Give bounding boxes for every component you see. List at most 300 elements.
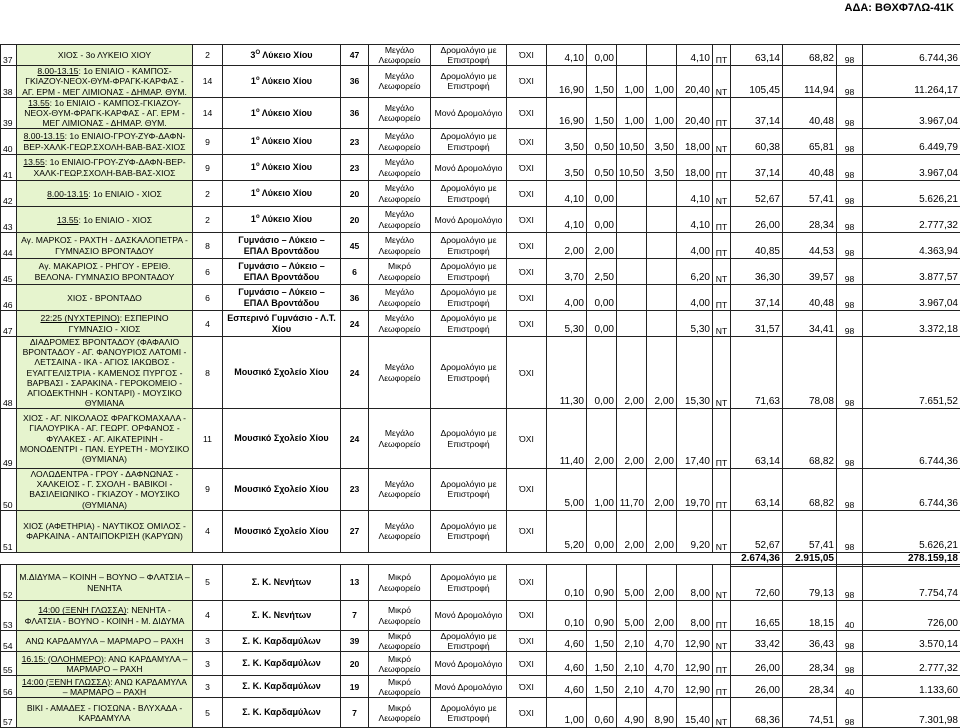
row-number: 47	[1, 311, 17, 337]
escort-flag: ΌΧΙ	[507, 311, 547, 337]
row-total: 6.744,36	[863, 469, 960, 511]
days-count: 98	[837, 66, 863, 97]
price-gross: 57,41	[783, 510, 837, 552]
route-km: 47	[341, 45, 369, 66]
description-time: 14:00 (ΞΕΝΗ ΓΛΩΣΣΑ)	[22, 677, 110, 687]
row-number: 38	[1, 66, 17, 97]
km-value-v2: 0,00	[587, 510, 617, 552]
row-total: 5.626,21	[863, 181, 960, 207]
route-code: ΠΤ	[713, 207, 731, 233]
description-time: 13.55	[28, 98, 50, 108]
school-name	[223, 469, 341, 511]
school-text: Μουσικό Σχολείο Χίου	[234, 526, 328, 536]
row-total: 7.301,98	[863, 698, 960, 728]
route-km: 36	[341, 285, 369, 311]
description-route: : 1ο ΕΝΙΑΙΟ-ΓΡΟΥ-ΖΥΦ-ΔΑΦΝ-ΒΕΡ-ΧΑΛΚ-ΓΕΩΡ.ΣΧΟΛΗ-ΒΑΒ-ΒΑΣ-ΧΙΟΣ	[34, 157, 186, 177]
table-row	[1, 565, 960, 601]
route-description	[17, 409, 193, 469]
school-ordinal-suffix: ο	[256, 108, 260, 114]
student-count: 4	[193, 510, 223, 552]
km-value-v2: 2,50	[587, 259, 617, 285]
price-gross: 18,15	[783, 601, 837, 631]
description-text: ΛΟΛΩΔΕΝΤΡΑ - ΓΡΟΥ - ΔΑΦΝΩΝΑΣ - ΧΑΛΚΕΙΟΣ - Γ. ΣΧΟΛΗ - ΒΑΒΙΚΟΙ - ΒΑΣΙΛΕΙΩΝΙΚΟ - ΓΚΙΑΖΟΥ - ΜΟΥΣΙΚΟ (ΘΥΜΙΑΝΑ)	[29, 469, 179, 509]
school-name	[223, 259, 341, 285]
km-value-v3	[617, 181, 647, 207]
km-value-v3	[617, 233, 647, 259]
route-km: 7	[341, 698, 369, 728]
vehicle-type: Μεγάλο Λεωφορείο	[369, 155, 431, 181]
route-type: Μονό Δρομολόγιο	[431, 155, 507, 181]
student-count: 5	[193, 698, 223, 728]
route-type: Δρομολόγιο με Επιστροφή	[431, 409, 507, 469]
route-type: Μονό Δρομολόγιο	[431, 676, 507, 698]
school-text: Σ. Κ. Καρδαμύλων	[242, 658, 321, 668]
description-text: Αγ. ΜΑΚΑΡΙΟΣ - ΡΗΓΟΥ - ΕΡΕΙΘ. ΒΕΛΟΝΑ- ΓΥΜΝΑΣΙΟ ΒΡΟΝΤΑΔΟΥ	[35, 261, 175, 281]
school-text: Λύκειο Χίου	[262, 136, 312, 146]
price-gross: 65,81	[783, 129, 837, 155]
km-value-v5: 6,20	[677, 259, 713, 285]
school-ordinal: 1	[251, 162, 256, 172]
km-value-v4: 2,00	[647, 409, 677, 469]
route-description	[17, 601, 193, 631]
school-text: Λύκειο Χίου	[262, 76, 312, 86]
route-description	[17, 652, 193, 676]
km-value-v3: 2,10	[617, 676, 647, 698]
price-gross: 44,53	[783, 233, 837, 259]
km-value-v3: 11,70	[617, 469, 647, 511]
description-time: 13.55	[57, 215, 79, 225]
price-gross: 68,82	[783, 409, 837, 469]
km-value-v5: 9,20	[677, 510, 713, 552]
row-total: 3.967,04	[863, 155, 960, 181]
route-type: Δρομολόγιο με Επιστροφή	[431, 469, 507, 511]
school-text: Σ. Κ. Καρδαμύλων	[242, 681, 321, 691]
vehicle-type: Μεγάλο Λεωφορείο	[369, 409, 431, 469]
row-number: 37	[1, 45, 17, 66]
row-number: 45	[1, 259, 17, 285]
km-value-v2: 2,00	[587, 233, 617, 259]
table-row	[1, 311, 960, 337]
student-count: 9	[193, 129, 223, 155]
row-number: 49	[1, 409, 17, 469]
price-gross: 79,13	[783, 565, 837, 601]
row-number: 53	[1, 601, 17, 631]
km-value-v5: 20,40	[677, 66, 713, 97]
grand-total: 278.159,18	[863, 552, 960, 566]
escort-flag: ΌΧΙ	[507, 510, 547, 552]
row-total: 2.777,32	[863, 207, 960, 233]
school-text: Λύκειο Χίου	[262, 214, 312, 224]
price-gross: 36,43	[783, 631, 837, 652]
table-row	[1, 45, 960, 66]
days-count: 98	[837, 469, 863, 511]
km-value-v1: 4,10	[547, 181, 587, 207]
route-km: 24	[341, 409, 369, 469]
description-route: ΧΙΟΣ - 3ο ΛΥΚΕΙΟ ΧΙΟΥ	[58, 50, 151, 60]
km-value-v2: 0,90	[587, 601, 617, 631]
price-net: 37,14	[731, 97, 783, 128]
route-code: ΝΤ	[713, 311, 731, 337]
price-gross: 57,41	[783, 181, 837, 207]
student-count: 4	[193, 311, 223, 337]
km-value-v4	[647, 285, 677, 311]
days-count: 98	[837, 97, 863, 128]
school-ordinal-suffix: Ο	[255, 50, 260, 56]
days-count: 98	[837, 129, 863, 155]
route-description	[17, 285, 193, 311]
school-text: Σ. Κ. Καρδαμύλων	[242, 707, 321, 717]
school-name	[223, 181, 341, 207]
km-value-v5: 15,40	[677, 698, 713, 728]
km-value-v5: 12,90	[677, 676, 713, 698]
days-count: 98	[837, 311, 863, 337]
school-name	[223, 45, 341, 66]
table-row	[1, 259, 960, 285]
student-count: 6	[193, 285, 223, 311]
route-description	[17, 129, 193, 155]
student-count: 9	[193, 469, 223, 511]
price-gross: 40,48	[783, 285, 837, 311]
price-net: 68,36	[731, 698, 783, 728]
km-value-v4: 2,00	[647, 337, 677, 409]
route-type: Μονό Δρομολόγιο	[431, 97, 507, 128]
row-number: 50	[1, 469, 17, 511]
routes-table-main	[0, 44, 960, 567]
price-net: 71,63	[731, 337, 783, 409]
vehicle-type: Μεγάλο Λεωφορείο	[369, 66, 431, 97]
km-value-v1: 16,90	[547, 97, 587, 128]
school-text: Μουσικό Σχολείο Χίου	[234, 484, 328, 494]
route-km: 27	[341, 510, 369, 552]
days-count: 98	[837, 510, 863, 552]
school-name	[223, 97, 341, 128]
route-type: Δρομολόγιο με Επιστροφή	[431, 181, 507, 207]
route-description	[17, 97, 193, 128]
price-net: 52,67	[731, 181, 783, 207]
price-net: 60,38	[731, 129, 783, 155]
description-time: 14:00 (ΞΕΝΗ ΓΛΩΣΣΑ)	[38, 605, 126, 615]
vehicle-type: Μικρό Λεωφορείο	[369, 652, 431, 676]
km-value-v4: 1,00	[647, 97, 677, 128]
price-net: 37,14	[731, 285, 783, 311]
vehicle-type: Μεγάλο Λεωφορείο	[369, 181, 431, 207]
km-value-v4: 2,00	[647, 469, 677, 511]
route-code: ΝΤ	[713, 510, 731, 552]
km-value-v2: 0,00	[587, 181, 617, 207]
route-type: Δρομολόγιο με Επιστροφή	[431, 233, 507, 259]
km-value-v1: 0,10	[547, 601, 587, 631]
school-text: Γυμνάσιο – Λύκειο – ΕΠΑΛ Βροντάδου	[238, 235, 325, 256]
table-row	[1, 409, 960, 469]
student-count: 9	[193, 155, 223, 181]
vehicle-type: Μεγάλο Λεωφορείο	[369, 469, 431, 511]
row-total: 3.967,04	[863, 285, 960, 311]
student-count: 2	[193, 207, 223, 233]
vehicle-type: Μικρό Λεωφορείο	[369, 259, 431, 285]
route-code: ΠΤ	[713, 601, 731, 631]
km-value-v1: 4,60	[547, 652, 587, 676]
escort-flag: ΌΧΙ	[507, 652, 547, 676]
km-value-v2: 0,00	[587, 285, 617, 311]
escort-flag: ΌΧΙ	[507, 97, 547, 128]
escort-flag: ΌΧΙ	[507, 676, 547, 698]
km-value-v3: 2,00	[617, 409, 647, 469]
km-value-v5: 20,40	[677, 97, 713, 128]
vehicle-type: Μεγάλο Λεωφορείο	[369, 97, 431, 128]
route-code: ΝΤ	[713, 129, 731, 155]
price-net: 37,14	[731, 155, 783, 181]
row-total: 6.744,36	[863, 409, 960, 469]
route-description	[17, 337, 193, 409]
km-value-v3: 2,00	[617, 510, 647, 552]
route-type: Δρομολόγιο με Επιστροφή	[431, 45, 507, 66]
route-description	[17, 565, 193, 601]
route-type: Δρομολόγιο με Επιστροφή	[431, 285, 507, 311]
escort-flag: ΌΧΙ	[507, 66, 547, 97]
school-text: Γυμνάσιο – Λύκειο – ΕΠΑΛ Βροντάδου	[238, 287, 325, 308]
km-value-v3: 10,50	[617, 155, 647, 181]
row-total: 6.449,79	[863, 129, 960, 155]
escort-flag: ΌΧΙ	[507, 155, 547, 181]
route-description	[17, 469, 193, 511]
km-value-v3: 1,00	[617, 66, 647, 97]
route-description	[17, 631, 193, 652]
price-gross: 74,51	[783, 698, 837, 728]
table-row	[1, 652, 960, 676]
row-number: 41	[1, 155, 17, 181]
km-value-v5: 18,00	[677, 155, 713, 181]
km-value-v5: 8,00	[677, 601, 713, 631]
vehicle-type: Μικρό Λεωφορείο	[369, 698, 431, 728]
school-ordinal-suffix: ο	[256, 214, 260, 220]
school-name	[223, 652, 341, 676]
row-number: 44	[1, 233, 17, 259]
route-code: ΠΤ	[713, 652, 731, 676]
table-row	[1, 129, 960, 155]
route-type: Δρομολόγιο με Επιστροφή	[431, 129, 507, 155]
km-value-v2: 1,50	[587, 631, 617, 652]
school-ordinal: 3	[250, 50, 255, 60]
school-ordinal: 1	[251, 188, 256, 198]
description-route: : ΑΝΩ ΚΑΡΔΑΜΥΛΑ – ΜΑΡΜΑΡΟ – ΡΑΧΗ	[63, 677, 187, 697]
escort-flag: ΌΧΙ	[507, 129, 547, 155]
km-value-v1: 5,30	[547, 311, 587, 337]
km-value-v5: 19,70	[677, 469, 713, 511]
routes-table-secondary	[0, 564, 960, 728]
days-count: 98	[837, 259, 863, 285]
row-number: 48	[1, 337, 17, 409]
km-value-v1: 4,00	[547, 285, 587, 311]
price-gross: 40,48	[783, 97, 837, 128]
km-value-v5: 4,00	[677, 285, 713, 311]
route-km: 20	[341, 181, 369, 207]
table-row	[1, 97, 960, 128]
school-text: Εσπερινό Γυμνάσιο - Λ.Τ. Χίου	[227, 313, 335, 334]
route-km: 23	[341, 155, 369, 181]
school-ordinal: 1	[251, 136, 256, 146]
km-value-v1: 5,00	[547, 469, 587, 511]
km-value-v2: 0,50	[587, 129, 617, 155]
school-name	[223, 601, 341, 631]
row-total: 3.570,14	[863, 631, 960, 652]
km-value-v2: 0,00	[587, 45, 617, 66]
row-total: 2.777,32	[863, 652, 960, 676]
school-name	[223, 129, 341, 155]
km-value-v2: 1,00	[587, 469, 617, 511]
km-value-v3: 2,00	[617, 337, 647, 409]
route-km: 13	[341, 565, 369, 601]
school-text: Λύκειο Χίου	[262, 188, 312, 198]
km-value-v2: 0,90	[587, 565, 617, 601]
route-type: Δρομολόγιο με Επιστροφή	[431, 66, 507, 97]
route-description	[17, 207, 193, 233]
description-route: : 1ο ΕΝΙΑΙΟ-ΓΡΟΥ-ΖΥΦ-ΔΑΦΝ-ΒΕΡ-ΧΑΛΚ-ΓΕΩΡ.ΣΧΟΛΗ-ΒΑΒ-ΒΑΣ-ΧΙΟΣ	[24, 131, 186, 151]
km-value-v2: 1,50	[587, 66, 617, 97]
km-value-v3: 5,00	[617, 601, 647, 631]
km-value-v1: 2,00	[547, 233, 587, 259]
escort-flag: ΌΧΙ	[507, 601, 547, 631]
row-total: 1.133,60	[863, 676, 960, 698]
price-gross: 28,34	[783, 676, 837, 698]
route-description	[17, 311, 193, 337]
school-ordinal-suffix: ο	[256, 188, 260, 194]
km-value-v5: 4,10	[677, 207, 713, 233]
description-time: 16.15: (ΟΛΟΗΜΕΡΟ)	[22, 654, 104, 664]
escort-flag: ΌΧΙ	[507, 285, 547, 311]
km-value-v5: 12,90	[677, 652, 713, 676]
escort-flag: ΌΧΙ	[507, 337, 547, 409]
km-value-v4: 2,00	[647, 510, 677, 552]
school-text: Σ. Κ. Καρδαμύλων	[242, 636, 321, 646]
km-value-v5: 8,00	[677, 565, 713, 601]
route-code: ΠΤ	[713, 155, 731, 181]
days-count: 98	[837, 652, 863, 676]
route-type: Μονό Δρομολόγιο	[431, 652, 507, 676]
days-count: 98	[837, 285, 863, 311]
route-description	[17, 181, 193, 207]
student-count: 14	[193, 97, 223, 128]
school-name	[223, 155, 341, 181]
escort-flag: ΌΧΙ	[507, 698, 547, 728]
row-total: 7.754,74	[863, 565, 960, 601]
description-text: ΧΙΟΣ - ΑΓ. ΝΙΚΟΛΑΟΣ ΦΡΑΓΚΟΜΑΧΑΛΑ - ΓΙΑΛΟΥΡΙΚΑ - ΑΓ. ΓΕΩΡΓ. ΟΡΦΑΝΟΣ - ΦΥΛΑΚΕΣ - ΑΓ. ΑΙΚΑΤΕΡΙΝΗ - ΜΟΝΟΔΕΝΤΡΙ - ΠΑΝ. ΕΥΡΕΤΗ - ΜΟΥΣΙΚΟ (ΘΥΜΙΑΝΑ)	[20, 413, 189, 464]
school-name	[223, 409, 341, 469]
student-count: 3	[193, 652, 223, 676]
route-code: ΠΤ	[713, 676, 731, 698]
route-type: Δρομολόγιο με Επιστροφή	[431, 337, 507, 409]
escort-flag: ΌΧΙ	[507, 565, 547, 601]
price-gross: 114,94	[783, 66, 837, 97]
price-net: 33,42	[731, 631, 783, 652]
school-text: Σ. Κ. Νενήτων	[252, 610, 312, 620]
km-value-v2: 1,50	[587, 97, 617, 128]
school-name	[223, 207, 341, 233]
km-value-v3	[617, 259, 647, 285]
km-value-v4	[647, 45, 677, 66]
route-code: ΠΤ	[713, 233, 731, 259]
route-code: ΝΤ	[713, 565, 731, 601]
km-value-v1: 4,60	[547, 631, 587, 652]
km-value-v5: 18,00	[677, 129, 713, 155]
row-number: 43	[1, 207, 17, 233]
description-time: 8.00-13.15	[37, 66, 78, 76]
row-number: 57	[1, 698, 17, 728]
route-type: Δρομολόγιο με Επιστροφή	[431, 259, 507, 285]
km-value-v1: 11,30	[547, 337, 587, 409]
vehicle-type: Μικρό Λεωφορείο	[369, 601, 431, 631]
row-total: 3.372,18	[863, 311, 960, 337]
km-value-v5: 15,30	[677, 337, 713, 409]
description-time: 13.55	[23, 157, 45, 167]
description-time: 8.00-13.15	[47, 189, 88, 199]
km-value-v3: 2,10	[617, 652, 647, 676]
escort-flag: ΌΧΙ	[507, 207, 547, 233]
price-net: 36,30	[731, 259, 783, 285]
school-text: Λύκειο Χίου	[262, 50, 312, 60]
price-gross: 40,48	[783, 155, 837, 181]
student-count: 2	[193, 181, 223, 207]
row-number: 52	[1, 565, 17, 601]
row-total: 3.967,04	[863, 97, 960, 128]
description-time: 8.00-13.15	[24, 131, 65, 141]
km-value-v3	[617, 311, 647, 337]
price-net: 16,65	[731, 601, 783, 631]
vehicle-type: Μεγάλο Λεωφορείο	[369, 311, 431, 337]
price-net: 40,85	[731, 233, 783, 259]
route-km: 39	[341, 631, 369, 652]
route-type: Μονό Δρομολόγιο	[431, 601, 507, 631]
row-number: 54	[1, 631, 17, 652]
route-description	[17, 66, 193, 97]
route-code: ΝΤ	[713, 698, 731, 728]
student-count: 14	[193, 66, 223, 97]
route-description	[17, 259, 193, 285]
vehicle-type: Μεγάλο Λεωφορείο	[369, 285, 431, 311]
description-route: : 1ο ΕΝΙΑΙΟ - ΧΙΟΣ	[88, 189, 162, 199]
route-km: 20	[341, 207, 369, 233]
table-row	[1, 66, 960, 97]
price-net: 72,60	[731, 565, 783, 601]
student-count: 5	[193, 565, 223, 601]
route-code: ΝΤ	[713, 66, 731, 97]
km-value-v3	[617, 285, 647, 311]
row-total: 5.626,21	[863, 510, 960, 552]
km-value-v3: 2,10	[617, 631, 647, 652]
route-code: ΝΤ	[713, 337, 731, 409]
row-total: 6.744,36	[863, 45, 960, 66]
km-value-v1: 3,50	[547, 129, 587, 155]
km-value-v1: 4,10	[547, 45, 587, 66]
escort-flag: ΌΧΙ	[507, 181, 547, 207]
student-count: 2	[193, 45, 223, 66]
description-text: Αγ. ΜΑΡΚΟΣ - ΡΑΧΤΗ - ΔΑΣΚΑΛΟΠΕΤΡΑ - ΓΥΜΝΑΣΙΟ ΒΡΟΝΤΑΔΟΥ	[21, 235, 188, 255]
route-km: 6	[341, 259, 369, 285]
price-net: 26,00	[731, 676, 783, 698]
school-name	[223, 676, 341, 698]
school-ordinal-suffix: ο	[256, 76, 260, 82]
km-value-v4	[647, 259, 677, 285]
description-route: : ΕΣΠΕΡΙΝΟ ΓΥΜΝΑΣΙΟ - ΧΙΟΣ	[69, 313, 169, 333]
km-value-v4: 2,00	[647, 601, 677, 631]
row-number: 40	[1, 129, 17, 155]
price-net: 105,45	[731, 66, 783, 97]
km-value-v4	[647, 311, 677, 337]
price-gross: 68,82	[783, 45, 837, 66]
days-count: 40	[837, 601, 863, 631]
route-km: 24	[341, 337, 369, 409]
student-count: 3	[193, 676, 223, 698]
km-value-v1: 5,20	[547, 510, 587, 552]
